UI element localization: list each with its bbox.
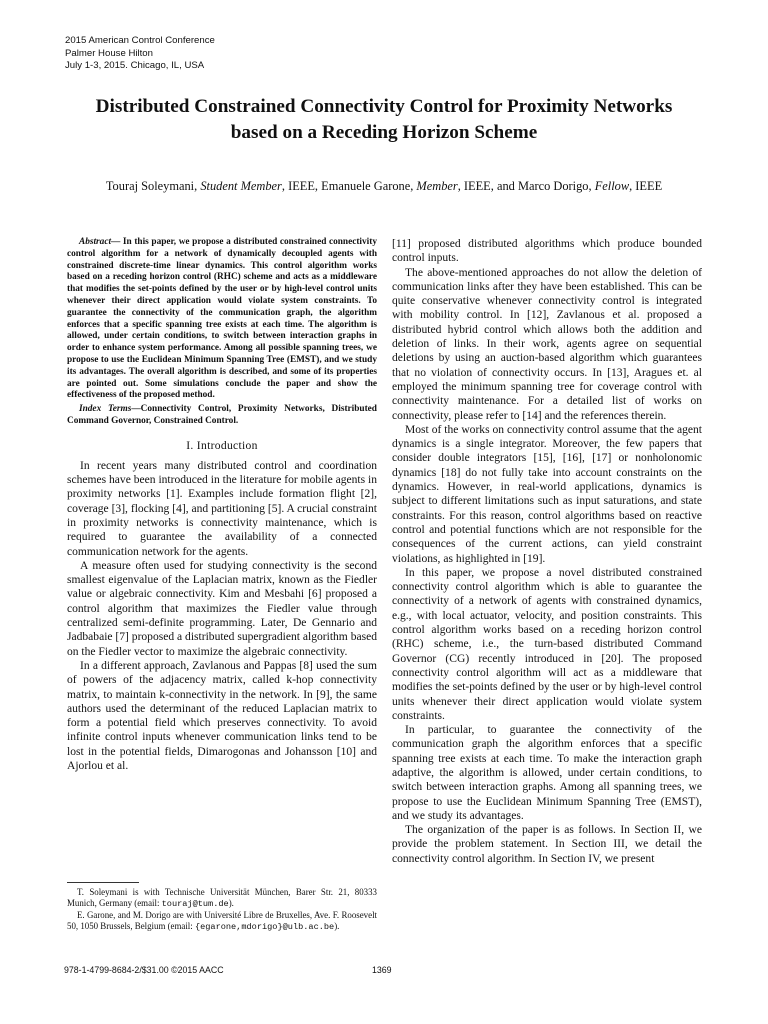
left-column (67, 237, 377, 773)
intro-paragraph: A measure often used for studying connectivity is the second smallest eigenvalue of the Laplacian matrix, known as the Fiedler value or algebraic connectivity. Kim and Mesbahi [6] proposed a control algorithm that maximizes the Fiedler value through centralized semi-definite programming. Later, De Gennario and Jadbabaie [7] proposed a distributed supergradient algorithm based on the Fiedler vector to maximize the algebraic connectivity. (67, 559, 377, 658)
abstract-text: — In this paper, we propose a distributed constrained connectivity control algorithm for a network of dynamically decoupled agents with constrained discrete-time linear dynamics. This control algorithm works based on a receding horizon control (RHC) scheme and acts as a middleware that modifies the set-points defined by the user or by high-level control units whenever their direct application would violate system constraints. To guarantee the connectivity of the communication graph, the algorithm enforces that a specific spanning tree exists at each time. The algorithm is allowed, under certain conditions, to switch between interaction graphs in order to enhance system performance. Among all possible spanning trees, we propose to use the Euclidean Minimum Spanning Tree (EMST), and we study its advantages. The overall algorithm is described, and some of its properties are pointed out. Some simulations conclude the paper and show the effectiveness of the proposed method. (67, 237, 377, 401)
section-heading-introduction: I. Introduction (186, 438, 258, 452)
right-column-body (392, 237, 702, 866)
author-3-org: , IEEE (629, 179, 663, 193)
author-2-name: Emanuele Garone, (321, 179, 417, 193)
index-terms-label: Index Terms (79, 404, 132, 415)
right-column (392, 237, 702, 866)
author-1-role: Student Member (200, 179, 282, 193)
footnote-1-text: T. Soleymani is with Technische Universität München, Barer Str. 21, 80333 Munich, Germany (email: (67, 887, 377, 908)
paper-title (40, 94, 728, 146)
author-1-name: Touraj Soleymani, (105, 179, 201, 193)
abstract-label: Abstract (79, 237, 112, 247)
intro-paragraph: In a different approach, Zavlanous and Pappas [8] used the sum of powers of the adjacency matrix, called k-hop connectivity matrix, to maintain k-connectivity in the network. In [9], the same authors used the determinant of the reduced Laplacian matrix to form a potential field which preserves connectivity. To avoid infinite control inputs whenever communication links tend to be lost in the potential fields, Dimarogonas and Johansson [10] and Ajorlou et al. (67, 659, 377, 772)
index-terms (67, 404, 377, 428)
conference-venue: Palmer House Hilton (65, 47, 153, 59)
conference-date-location: July 1-3, 2015. Chicago, IL, USA (65, 60, 205, 71)
footnote-1-end: ). (228, 898, 234, 908)
footnote-2-text: E. Garone, and M. Dorigo are with Université Libre de Bruxelles, Ave. F. Roosevelt 50, 1050 Brussels, Belgium (email: (67, 910, 377, 931)
page-number: 1369 (372, 965, 392, 975)
title-line-1: Distributed Constrained Connectivity Control for Proximity Networks (95, 96, 673, 117)
introduction-body (67, 459, 377, 774)
conference-name: 2015 American Control Conference (65, 35, 215, 46)
footnote-2-email: {egarone,mdorigo}@ulb.ac.be (194, 922, 335, 932)
author-3-name: and Marco Dorigo, (496, 179, 595, 193)
author-1-org: , IEEE, (281, 179, 322, 193)
author-2-org: , IEEE, (457, 179, 497, 193)
index-terms-text: —Connectivity Control, Proximity Networks, Distributed Command Governor, Constrained Control. (67, 404, 377, 426)
title-line-2: based on a Receding Horizon Scheme (230, 122, 538, 143)
author-list (30, 178, 738, 194)
body-paragraph: In this paper, we propose a novel distributed constrained connectivity control algorithm which is able to guarantee the connectivity of a network of agents with constrained dynamics, e.g., with local actuator, velocity, and position constraints. This control algorithm works based on a receding horizon control (RHC) scheme, i.e., the turn-based distributed Command Governor (CG) recently introduced in [20]. The proposed connectivity control algorithm will act as a middleware that modifies the set-points defined by the user or by high-level control units whenever their direct application would violate system constraints. (392, 566, 702, 722)
footnote-2 (67, 910, 377, 933)
body-paragraph: The above-mentioned approaches do not allow the deletion of communication links after they have been established. This can be quite conservative whenever connectivity control is integrated with mobility control. In [12], Zavlanous et al. proposed a distributed hybrid control which allows both the addition and deletion of links. In their work, agents agree on sequential deletions by using an auction-based algorithm which guarantees that no violation of connectivity occurs. In [13], Aragues et. al employed the minimum spanning tree for coverage control with connectivity maintenance. For a detailed list of works on connectivity, please refer to [14] and the references therein. (392, 266, 702, 422)
footnote-1-email: touraj@tum.de (161, 899, 229, 909)
footnotes (67, 882, 377, 933)
conference-header (65, 35, 215, 73)
author-2-role: Member (416, 179, 458, 193)
footnote-2-end: ). (334, 921, 340, 931)
body-paragraph: [11] proposed distributed algorithms which produce bounded control inputs. (392, 238, 702, 265)
body-paragraph: Most of the works on connectivity control assume that the agent dynamics is a single integrator. Moreover, the few papers that consider double integrators [15], [16], [17] or nonholonomic dynamics [18] do not fully take into account constraints on the dynamics. However, in real-world applications, dynamics is subject to different limitations such as input saturations, and state constraints. For this reason, control algorithms based on reactive control and potential functions which are not responsible for the consequences of the current actions, can yield constraint violations, as highlighted in [19]. (392, 423, 702, 565)
author-3-role: Fellow (594, 179, 630, 193)
body-paragraph: In particular, to guarantee the connectivity of the communication graph the algorithm enforces that a specific spanning tree exists at each time. To make the interaction graph adaptive, the algorithm is allowed, under certain conditions, to switch between interaction graphs. Among all spanning trees, we propose to use the Euclidean Minimum Spanning Tree (EMST), and we study its advantages. (392, 724, 702, 822)
footnote-rule (67, 882, 139, 883)
copyright-isbn: 978-1-4799-8684-2/$31.00 ©2015 AACC (64, 965, 224, 975)
body-paragraph: The organization of the paper is as follows. In Section II, we provide the problem statement. In Section III, we detail the connectivity control algorithm. In Section IV, we present (392, 824, 702, 865)
abstract (67, 237, 377, 402)
intro-paragraph: In recent years many distributed control and coordination schemes have been introduced in the literature for mobile agents in proximity networks [1]. Examples include formation flight [2], coverage [3], flocking [4], and partitioning [5]. A crucial constraint in proximity networks is connectivity maintenance, which is required to guarantee the availability of a connected communication network for the agents. (67, 459, 377, 558)
footnote-1 (67, 887, 377, 910)
